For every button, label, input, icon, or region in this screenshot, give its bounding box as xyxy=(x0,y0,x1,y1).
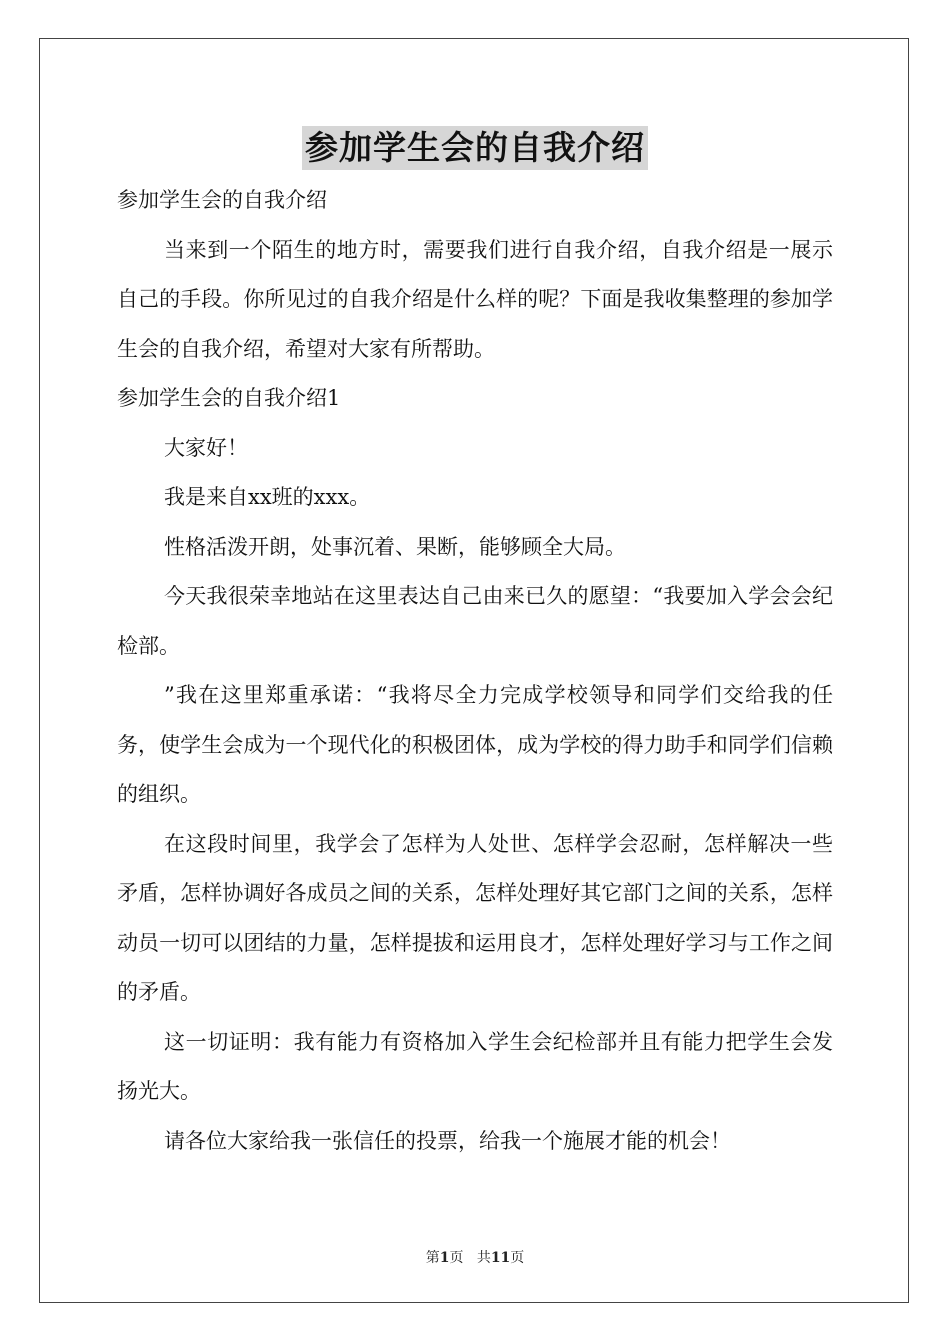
body-paragraph: 请各位大家给我一张信任的投票，给我一个施展才能的机会！ xyxy=(164,1128,731,1153)
page-total: 11 xyxy=(490,1250,511,1266)
body-paragraph: 当来到一个陌生的地方时，需要我们进行自我介绍，自我介绍是一展示自己的手段。你所见过的自我介绍是什么样的呢？下面是我收集整理的参加学生会的自我介绍，希望对大家有所帮助。 xyxy=(117,237,833,361)
body-paragraph: 性格活泼开朗，处事沉着、果断，能够顾全大局。 xyxy=(164,534,626,559)
body-paragraph: 我是来自xx班的xxx。 xyxy=(164,485,371,509)
document-body xyxy=(117,176,833,1166)
page-footer xyxy=(0,1247,950,1267)
total-suffix: 页 xyxy=(510,1250,525,1266)
body-paragraph: ”我在这里郑重承诺：“我将尽全力完成学校领导和同学们交给我的任务，使学生会成为一个现代化的积极团体，成为学校的得力助手和同学们信赖的组织。 xyxy=(117,683,833,806)
title-container xyxy=(0,126,950,170)
page-prefix: 第 xyxy=(425,1250,440,1266)
page-current: 1 xyxy=(439,1250,450,1266)
body-paragraph: 今天我很荣幸地站在这里表达自己由来已久的愿望：“我要加入学会会纪检部。 xyxy=(117,584,833,658)
document-title: 参加学生会的自我介绍 xyxy=(302,126,648,170)
page-suffix: 页 xyxy=(449,1250,464,1266)
body-paragraph: 大家好！ xyxy=(164,435,248,460)
section-heading: 参加学生会的自我介绍 xyxy=(117,188,327,212)
total-prefix: 共 xyxy=(476,1250,491,1266)
section-heading: 参加学生会的自我介绍1 xyxy=(117,386,341,410)
body-paragraph: 这一切证明：我有能力有资格加入学生会纪检部并且有能力把学生会发扬光大。 xyxy=(117,1029,833,1103)
body-paragraph: 在这段时间里，我学会了怎样为人处世、怎样学会忍耐，怎样解决一些矛盾，怎样协调好各成员之间的关系，怎样处理好其它部门之间的关系，怎样动员一切可以团结的力量，怎样提拔和运用良才，怎样处理好学习与工作之间的矛盾。 xyxy=(117,831,833,1004)
